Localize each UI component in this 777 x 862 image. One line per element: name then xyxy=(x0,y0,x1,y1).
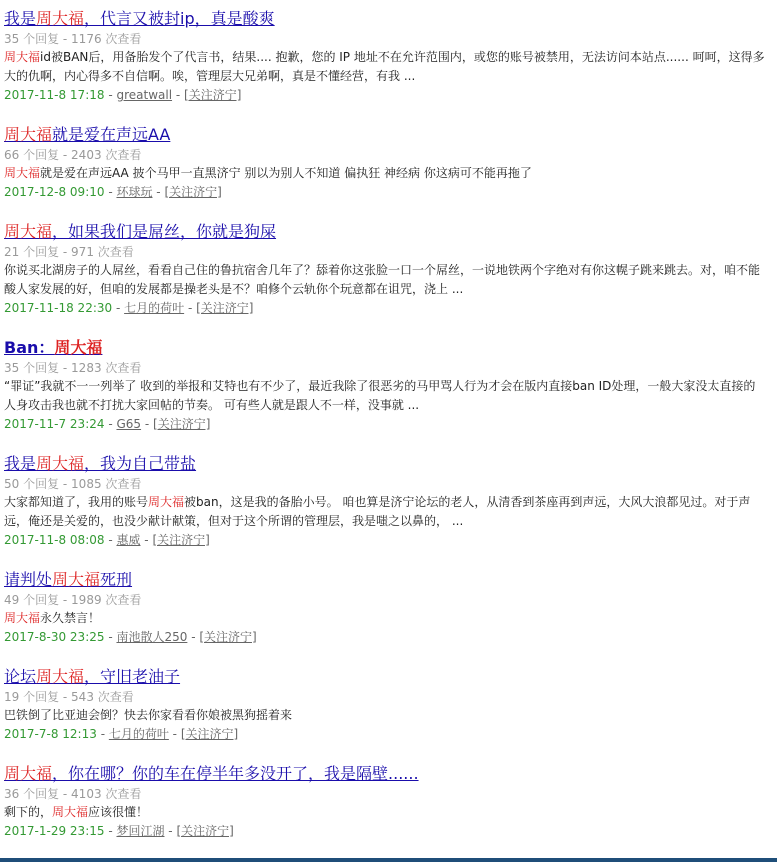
title-text: 我是 xyxy=(4,9,37,28)
title-highlight: 周大福 xyxy=(54,338,103,357)
follow-board-link[interactable]: [关注济宁] xyxy=(196,301,254,315)
snippet-text: “罪证”我就不一一列举了 收到的举报和艾特也有不少了，最近我除了很恶劣的马甲骂人行为才会在版内直接ban ID处理，一般大家没太直接的人身攻击我也就不打扰大家回帖的节奏。 可有些人就是跟人不一样，没事就 ... xyxy=(4,379,756,412)
follow-board-link[interactable]: [关注济宁] xyxy=(164,185,222,199)
title-text: 死刑 xyxy=(100,570,133,589)
result-date: 2017-8-30 23:25 xyxy=(4,630,105,644)
snippet-highlight: 周大福 xyxy=(4,611,41,625)
title-highlight: 周大福 xyxy=(36,454,85,473)
result-date: 2017-11-8 17:18 xyxy=(4,88,105,102)
snippet-highlight: 周大福 xyxy=(52,805,89,819)
title-highlight: 周大福 xyxy=(36,9,85,28)
title-text: ，守旧老油子 xyxy=(84,667,181,686)
result-snippet xyxy=(4,164,777,183)
separator: - xyxy=(96,727,109,741)
separator: - xyxy=(168,727,181,741)
separator: - xyxy=(172,88,185,102)
separator: - xyxy=(141,417,154,431)
result-snippet xyxy=(4,48,777,86)
separator: - xyxy=(104,185,117,199)
title-text: Ban： xyxy=(4,338,55,357)
result-item xyxy=(4,569,777,647)
title-text: 就是爱在声远AA xyxy=(52,125,171,144)
result-item xyxy=(4,453,777,550)
title-text: 请判处 xyxy=(4,570,53,589)
result-footer xyxy=(4,725,777,744)
separator: - xyxy=(184,301,197,315)
result-date: 2017-12-8 09:10 xyxy=(4,185,105,199)
result-title-link[interactable] xyxy=(4,337,777,359)
result-title-link[interactable] xyxy=(4,763,777,785)
snippet-highlight: 周大福 xyxy=(4,166,41,180)
result-title-link[interactable] xyxy=(4,124,777,146)
result-footer xyxy=(4,415,777,434)
separator: - xyxy=(152,185,165,199)
title-highlight: 周大福 xyxy=(4,764,53,783)
result-title-link[interactable] xyxy=(4,569,777,591)
snippet-text: 剩下的， xyxy=(4,805,53,819)
snippet-text: 应该很懂！ xyxy=(88,805,149,819)
follow-board-link[interactable]: [关注济宁] xyxy=(176,824,234,838)
author-link[interactable]: greatwall xyxy=(116,88,173,102)
result-date: 2017-7-8 12:13 xyxy=(4,727,97,741)
result-footer xyxy=(4,86,777,105)
result-title-link[interactable] xyxy=(4,221,777,243)
snippet-highlight: 周大福 xyxy=(4,50,41,64)
result-item xyxy=(4,337,777,434)
result-item xyxy=(4,763,777,841)
result-snippet xyxy=(4,493,777,531)
title-highlight: 周大福 xyxy=(52,570,101,589)
result-snippet xyxy=(4,261,777,299)
result-date: 2017-11-18 22:30 xyxy=(4,301,113,315)
result-stats: 66 个回复 - 2403 次查看 xyxy=(4,148,142,162)
title-text: ，如果我们是屌丝，你就是狗屎 xyxy=(52,222,277,241)
separator: - xyxy=(104,533,117,547)
result-footer xyxy=(4,183,777,202)
result-date: 2017-1-29 23:15 xyxy=(4,824,105,838)
result-title-link[interactable] xyxy=(4,8,777,30)
snippet-highlight: 周大福 xyxy=(148,495,185,509)
follow-board-link[interactable]: [关注济宁] xyxy=(153,417,211,431)
result-snippet xyxy=(4,706,777,725)
result-title-link[interactable] xyxy=(4,666,777,688)
result-stats: 49 个回复 - 1989 次查看 xyxy=(4,593,142,607)
title-text: 我是 xyxy=(4,454,37,473)
result-snippet xyxy=(4,609,777,628)
separator: - xyxy=(164,824,177,838)
follow-board-link[interactable]: [关注济宁] xyxy=(180,727,239,741)
snippet-text: 你说买北湖房子的人屌丝，看看自己住的鲁抗宿舍几年了？舔着你这张脸一口一个屌丝，一说地铁两个字绝对有你这幌子跳来跳去。对，咱不能酸人家发展的好，但咱的发展都是操老头是不？咱修个云轨你个玩意都在诅咒，浇上 ... xyxy=(4,263,761,296)
separator: - xyxy=(187,630,200,644)
result-footer xyxy=(4,822,777,841)
follow-board-link[interactable]: [关注济宁] xyxy=(199,630,257,644)
title-text: ，你在哪？你的车在停半年多没开了，我是隔壁...... xyxy=(52,764,419,783)
result-title-link[interactable] xyxy=(4,453,777,475)
title-text: ，代言又被封ip，真是酸爽 xyxy=(84,9,275,28)
title-text: ，我为自己带盐 xyxy=(84,454,197,473)
result-item xyxy=(4,8,777,105)
result-date: 2017-11-8 08:08 xyxy=(4,533,105,547)
result-snippet xyxy=(4,803,777,822)
follow-board-link[interactable]: [关注济宁] xyxy=(184,88,242,102)
separator: - xyxy=(104,88,117,102)
snippet-text: 就是爱在声远AA 披个马甲一直黑济宁 别以为别人不知道 偏执狂 神经病 你这病可不能再拖了 xyxy=(40,166,532,180)
snippet-text: 永久禁言！ xyxy=(40,611,101,625)
snippet-text: id被BAN后，用备胎发个了代言书，结果.... 抱歉，您的 IP 地址不在允许范围内，或您的账号被禁用，无法访问本站点...... 呵呵，这得多大的仇啊，内心得多不自信啊。唉，管理层大兄弟啊，真是不懂经营，有我 ... xyxy=(4,50,765,83)
title-highlight: 周大福 xyxy=(36,667,85,686)
separator: - xyxy=(104,417,117,431)
result-date: 2017-11-7 23:24 xyxy=(4,417,105,431)
author-link[interactable]: 环球玩 xyxy=(116,185,153,199)
result-footer xyxy=(4,628,777,647)
separator: - xyxy=(104,630,117,644)
snippet-text: 巴铁倒了比亚迪会倒？快去你家看看你娘被黑狗摇着来 xyxy=(4,708,293,722)
result-stats: 35 个回复 - 1176 次查看 xyxy=(4,32,142,46)
snippet-text: 大家都知道了，我用的账号 xyxy=(4,495,149,509)
result-item xyxy=(4,221,777,318)
result-stats: 36 个回复 - 4103 次查看 xyxy=(4,787,142,801)
title-highlight: 周大福 xyxy=(4,222,53,241)
author-link[interactable]: G65 xyxy=(116,417,142,431)
separator: - xyxy=(140,533,153,547)
result-stats: 50 个回复 - 1085 次查看 xyxy=(4,477,142,491)
result-footer xyxy=(4,299,777,318)
title-text: 论坛 xyxy=(4,667,37,686)
result-stats: 21 个回复 - 971 次查看 xyxy=(4,245,134,259)
author-link[interactable]: 七月的荷叶 xyxy=(108,727,169,741)
author-link[interactable]: 梦回江湖 xyxy=(116,824,165,838)
follow-board-link[interactable]: [关注济宁] xyxy=(152,533,210,547)
result-snippet xyxy=(4,377,777,415)
result-item xyxy=(4,666,777,744)
author-link[interactable]: 七月的荷叶 xyxy=(124,301,185,315)
snippet-text: 被ban，这是我的备胎小号。 咱也算是济宁论坛的老人，从清香到茶座再到声远，大风大浪都见过。对于声远，俺还是关爱的，也没少献计献策，但对于这个所谓的管理层，我是嗤之以鼻的， ... xyxy=(4,495,751,528)
bottom-border-bar xyxy=(0,858,777,862)
author-link[interactable]: 惠威 xyxy=(116,533,141,547)
result-item xyxy=(4,124,777,202)
separator: - xyxy=(104,824,117,838)
title-highlight: 周大福 xyxy=(4,125,53,144)
result-stats: 35 个回复 - 1283 次查看 xyxy=(4,361,142,375)
separator: - xyxy=(112,301,125,315)
result-footer xyxy=(4,531,777,550)
result-stats: 19 个回复 - 543 次查看 xyxy=(4,690,134,704)
author-link[interactable]: 南池散人250 xyxy=(116,630,188,644)
